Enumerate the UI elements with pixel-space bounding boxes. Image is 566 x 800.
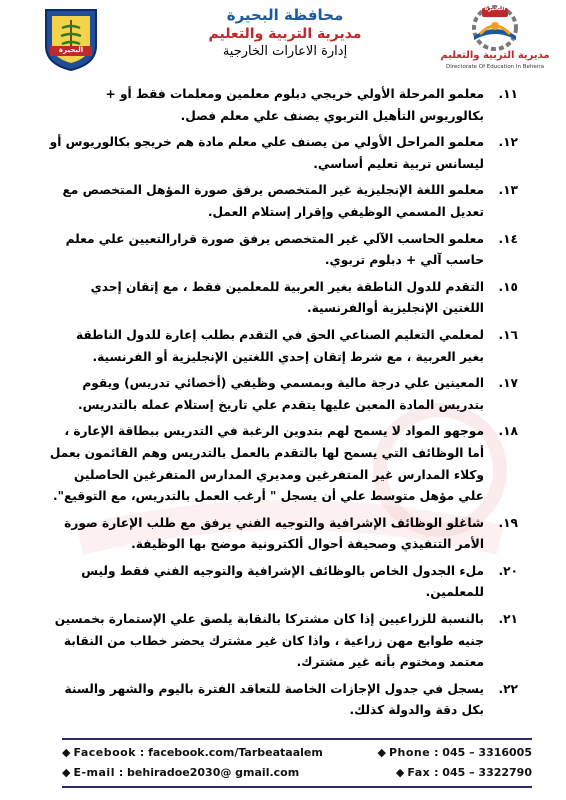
item-text: معلمو الحاسب الآلي غير المتخصص يرفق صورة قرارالتعيين علي معلم حاسب آلي + دبلوم تربوي. — [65, 231, 484, 268]
fax-label: Fax — [407, 766, 431, 779]
list-item — [48, 373, 518, 416]
directorate-logo-subtitle: Directorate Of Education In Beheira — [446, 64, 544, 70]
item-text: معلمو المراحل الأولي من يصنف علي معلم مادة هم خريجو بكالوريوس أو ليسانس تربية تعليم أساسي. — [49, 135, 484, 171]
email-contact[interactable] — [62, 766, 299, 779]
facebook-label: Facebook — [73, 746, 137, 759]
facebook-contact[interactable] — [62, 746, 323, 759]
item-text: يسجل في جدول الإجازات الخاصة للتعاقد الفترة باليوم والشهر والسنة بكل دقة والدولة كذلك. — [64, 681, 484, 718]
item-text: شاغلو الوظائف الإشرافية والتوجيه الفني يرفق مع طلب الإعارة صورة الأمر التنفيذي وصحيفة أحوال ألكترونية موضح بها الوظيفة. — [64, 515, 484, 552]
letterhead — [0, 0, 566, 80]
item-number: ١٦. — [498, 327, 518, 342]
directorate-name: مديرية التربية والتعليم — [208, 26, 362, 42]
fax-contact[interactable] — [396, 766, 532, 779]
footer-divider-top — [62, 738, 532, 740]
directorate-logo-top: البحيرة — [484, 5, 506, 12]
item-text: ملء الجدول الخاص بالوظائف الإشرافية والتوجيه الفني فقط وليس للمعلمين. — [81, 563, 484, 600]
item-number: ١٥. — [498, 279, 518, 294]
email-label: E-mail — [73, 766, 115, 779]
item-number: ٢١. — [498, 612, 518, 627]
item-number: ١٣. — [498, 183, 518, 198]
letterhead-titles — [180, 6, 390, 61]
item-text: المعينين علي درجة مالية وبمسمي وظيفي (أخصائي تدريس) ويقوم بتدريس المادة المعين عليها يتقدم علي تاريخ إستلام عمله بالتدريس. — [77, 376, 484, 412]
list-item — [48, 561, 518, 604]
department-name: إدارة الاعارات الخارجية — [222, 44, 348, 59]
directorate-logo-title: مديرية التربية والتعليم — [440, 50, 550, 61]
item-number: ٢٠. — [498, 563, 518, 578]
phone-contact[interactable] — [378, 746, 533, 759]
item-number: ١٧. — [498, 376, 518, 391]
item-text: التقدم للدول الناطقة بغير العربية للمعلمين فقط ، مع إتقان إحدي اللغتين الإنجليزية أوالفرنسية. — [90, 279, 484, 316]
list-item — [48, 679, 518, 722]
list-item — [48, 180, 518, 223]
item-number: ٢٢. — [498, 681, 518, 696]
diamond-bullet-icon: ◆ — [377, 746, 386, 759]
list-item — [48, 84, 518, 127]
item-number: ١٩. — [498, 515, 518, 530]
list-item — [48, 609, 518, 674]
footer-divider-bottom — [62, 786, 532, 788]
list-item — [48, 277, 518, 320]
diamond-bullet-icon: ◆ — [62, 746, 71, 759]
list-item — [48, 229, 518, 272]
contact-footer — [62, 744, 532, 784]
phone-label: Phone — [388, 746, 431, 759]
list-item — [48, 421, 518, 507]
instructions-list — [48, 84, 518, 727]
governorate-emblem-label: البحيرة — [58, 46, 84, 54]
item-text: معلمو اللغة الإنجليزية غير المتخصص يرفق صورة المؤهل المتخصص مع تعديل المسمي الوظيفي وإقرار إستلام العمل. — [62, 183, 484, 219]
governorate-name: محافظة البحيرة — [226, 6, 344, 24]
item-text: بالنسبة للزراعيين إذا كان مشتركا بالنقابة يلصق علي الإستمارة بخمسين جنيه طوابع مهن زراعية ، واذا كان غير مشترك يحضر خطاب من النقابة معتمد ومختوم بأنه غير مشترك. — [54, 612, 484, 670]
item-number: ١١. — [498, 87, 518, 101]
item-number: ١٤. — [498, 231, 518, 246]
item-text: موجهو المواد لا يسمح لهم بتدوين الرغبة في التدريس ببطاقة الإعارة ، أما الوظائف التي يسمح لها بالتقدم بالعمل بالتدريس وهم القائمون بعمل وكلاء المدارس غير المتفرغين ومديري المدارس المتفرغين الحاصلين علي مؤهل متوسط علي أن يسجل " أرغب العمل بالتدريس، مع التوقيع". — [49, 424, 484, 504]
email-value: : behiradoe2030@ gmail.com — [118, 766, 300, 779]
list-item — [48, 325, 518, 368]
item-number: ١٨. — [498, 424, 518, 439]
phone-value: : 045 – 3316005 — [434, 746, 532, 759]
governorate-emblem-icon — [40, 6, 102, 72]
facebook-value: : facebook.com/Tarbeataalem — [139, 746, 323, 759]
fax-value: : 045 – 3322790 — [434, 766, 532, 779]
list-item — [48, 132, 518, 175]
list-item — [48, 513, 518, 556]
diamond-bullet-icon: ◆ — [62, 766, 71, 779]
item-text: لمعلمي التعليم الصناعي الحق في التقدم بطلب إعارة للدول الناطقة بغير العربية ، مع شرط إتقان إحدي اللغتين الإنجليزية أو الفرنسية. — [76, 327, 484, 364]
item-text: معلمو المرحلة الأولي خريجي دبلوم معلمين ومعلمات فقط أو + بكالوريوس التأهيل التربوي يصنف علي معلم فصل. — [105, 87, 484, 123]
item-number: ١٢. — [498, 135, 518, 150]
diamond-bullet-icon: ◆ — [395, 766, 405, 779]
